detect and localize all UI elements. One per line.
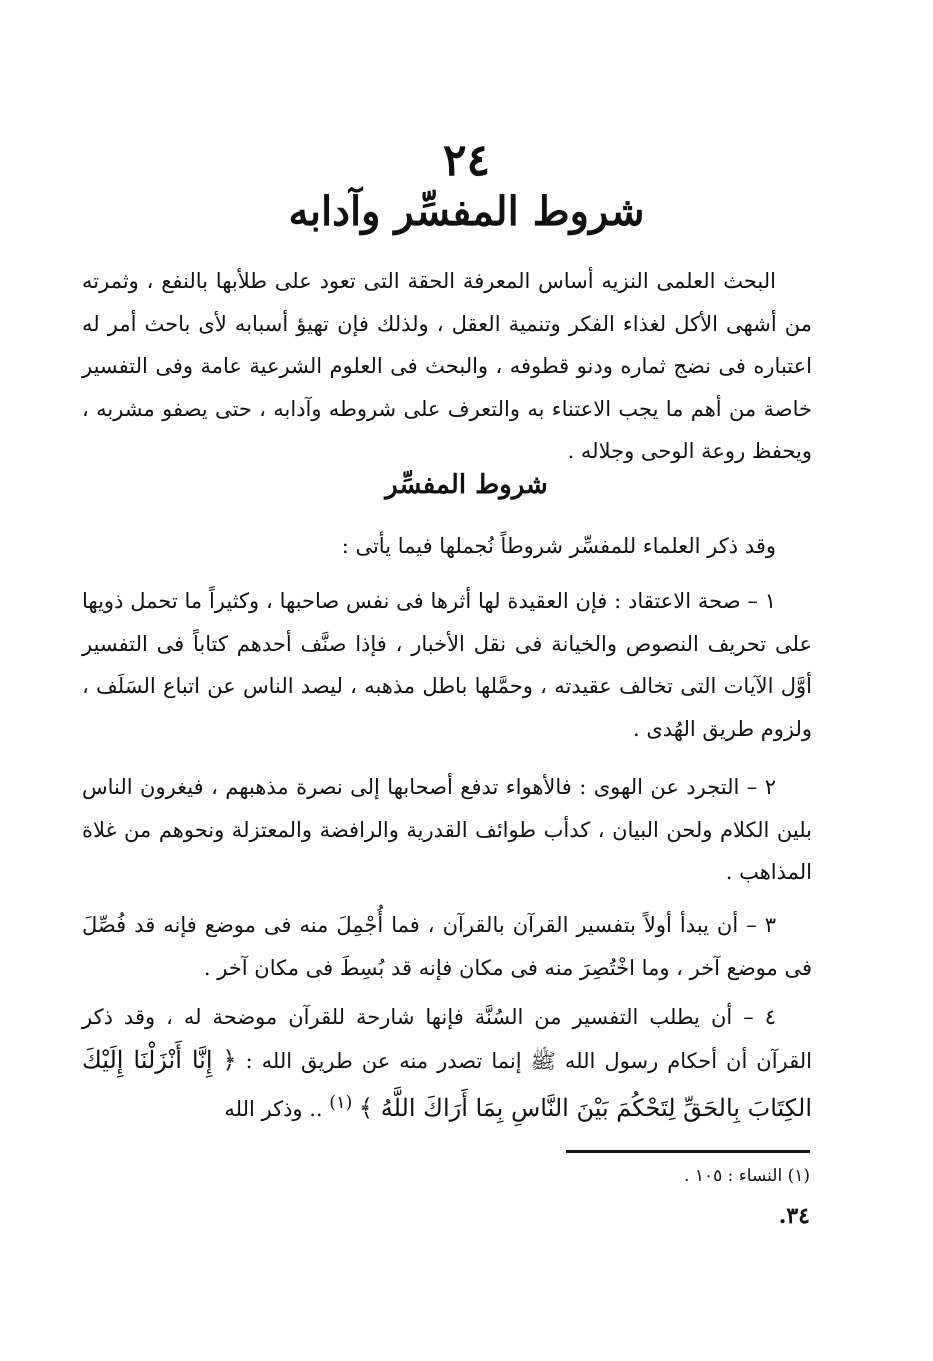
chapter-title: شروط المفسِّر وآدابه (288, 188, 645, 235)
condition-2-paragraph: ٢ – التجرد عن الهوى : فالأهواء تدفع أصحابها إلى نصرة مذهبهم ، فيغرون الناس بلين الكلام ولحن البيان ، كدأب طوائف القدرية والرافضة والمعتزلة ونحوهم من غلاة المذاهب . (82, 775, 812, 884)
intro-paragraph: البحث العلمى النزيه أساس المعرفة الحقة التى تعود على طلأبها بالنفع ، وثمرته من أشهى الأكل لغذاء الفكر وتنمية العقل ، ولذلك فإن تهيؤ أسبابه لأى باحث أمر له اعتباره فى نضج ثماره ودنو قطوفه ، والبحث فى العلوم الشرعية عامة وفى التفسير خاصة من أهم ما يجب الاعتناء به والتعرف على شروطه وآدابه ، حتى يصفو مشربه ، ويحفظ روعة الوحى وجلاله . (82, 269, 812, 463)
page-number: ٣٤. (778, 1203, 810, 1229)
condition-4-paragraph (82, 996, 812, 1131)
lead-paragraph: وقد ذكر العلماء للمفسِّر شروطاً نُجملها فيما يأتى : (341, 534, 776, 558)
quran-verse: ﴿ إِنَّا أَنْزَلْنَا إِلَيْكَ الكِتَابَ بِالحَقِّ لِتَحْكُمَ بَيْنَ النَّاسِ بِمَا أَرَاكَ اللَّهُ ﴾ (82, 1045, 812, 1122)
condition-2-block (82, 766, 812, 894)
intro-block (82, 260, 812, 473)
footnote-reference: (١) (329, 1093, 353, 1113)
condition-1-block (82, 580, 812, 750)
condition-3-paragraph: ٣ – أن يبدأ أولاً بتفسير القرآن بالقرآن ، فما أُجْمِلَ منه فى موضع فإنه قد فُصِّلَ فى موضع آخر ، وما اخْتُصِرَ منه فى مكان فإنه قد بُسِطَ فى مكان آخر . (82, 913, 812, 980)
condition-3-block (82, 904, 812, 989)
section-heading: شروط المفسِّر (385, 470, 548, 500)
footnote-divider (566, 1150, 810, 1153)
condition-4-block (82, 996, 812, 1131)
condition-4-tail: .. وذكر الله (224, 1097, 323, 1121)
lead-block (82, 525, 812, 568)
footnote: (١) النساء : ١٠٥ . (684, 1166, 810, 1186)
condition-4-text: ٤ – أن يطلب التفسير من السُنَّة فإنها شارحة للقرآن موضحة له ، وقد ذكر القرآن أن أحكام رسول الله ﷺ إنما تصدر منه عن طريق الله : (82, 1005, 812, 1073)
chapter-number: ٢٤ (442, 135, 491, 186)
condition-1-paragraph: ١ – صحة الاعتقاد : فإن العقيدة لها أثرها فى نفس صاحبها ، وكثيراً ما تحمل ذويها على تحريف النصوص والخيانة فى نقل الأخبار ، فإذا صنَّف أحدهم كتاباً فى التفسير أوَّل الآيات التى تخالف عقيدته ، وحمَّلها باطل مذهبه ، ليصد الناس عن اتباع السَلَف ، ولزوم طريق الهُدى . (82, 589, 812, 741)
